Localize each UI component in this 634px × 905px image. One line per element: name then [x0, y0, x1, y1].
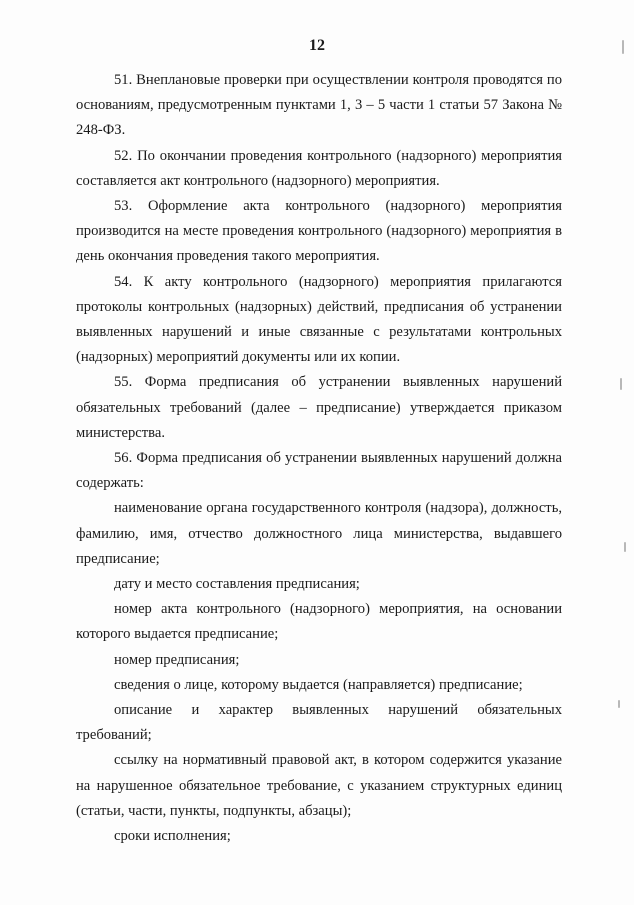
document-body: [76, 68, 562, 849]
paragraph-55: 55. Форма предписания об устранении выявленных нарушений обязательных требований (далее – предписание) утверждается приказом министерства.: [76, 374, 562, 441]
paragraph-51: 51. Внеплановые проверки при осуществлении контроля проводятся по основаниям, предусмотренным пунктами 1, 3 – 5 части 1 статьи 57 Закона № 248-ФЗ.: [76, 72, 562, 139]
list-item-legal-reference: ссылку на нормативный правовой акт, в котором содержится указание на нарушенное обязательное требование, с указанием структурных единиц (статьи, части, пункты, подпункты, абзацы);: [76, 752, 562, 819]
list-item-violations: описание и характер выявленных нарушений обязательных требований;: [76, 702, 562, 744]
list-item-date-place: дату и место составления предписания;: [114, 576, 360, 593]
paragraph-52: 52. По окончании проведения контрольного (надзорного) мероприятия составляется акт контрольного (надзорного) мероприятия.: [76, 147, 562, 189]
paragraph-56: 56. Форма предписания об устранении выявленных нарушений должна содержать:: [76, 450, 562, 492]
scan-speck: [624, 542, 626, 552]
list-item-act-number: номер акта контрольного (надзорного) мероприятия, на основании которого выдается предписание;: [76, 601, 562, 643]
list-item-order-number: номер предписания;: [114, 651, 240, 668]
list-item-authority-name: наименование органа государственного контроля (надзора), должность, фамилию, имя, отчество должностного лица министерства, выдавшего предписание;: [76, 500, 562, 567]
paragraph-53: 53. Оформление акта контрольного (надзорного) мероприятия производится на месте проведения контрольного (надзорного) мероприятия в день окончания проведения такого мероприятия.: [76, 198, 562, 265]
paragraph-54: 54. К акту контрольного (надзорного) мероприятия прилагаются протоколы контрольных (надзорных) действий, предписания об устранении выявленных нарушений и иные связанные с результатами контрольных (надзорных) мероприятий документы или их копии.: [76, 273, 562, 366]
list-item-deadlines: сроки исполнения;: [114, 828, 231, 845]
scan-speck: [622, 40, 624, 54]
scan-speck: [618, 700, 620, 708]
list-item-recipient-info: сведения о лице, которому выдается (направляется) предписание;: [114, 676, 523, 693]
page-number: 12: [309, 37, 325, 54]
scan-speck: [620, 378, 622, 390]
